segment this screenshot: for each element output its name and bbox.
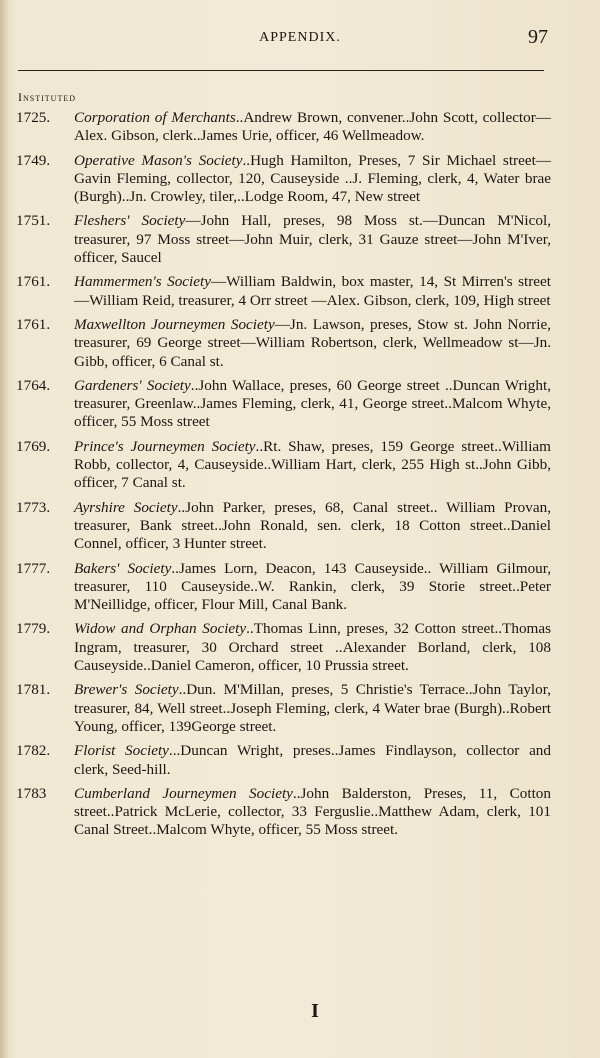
- entry-details: —Jn. Lawson, preses, Stow st. John Norrie, treasurer, 69 George street—William Robertson, clerk, Wellmeadow st—Jn. Gibb, officer, 6 Canal st.: [74, 315, 551, 370]
- list-item: [16, 560, 551, 615]
- entry-details: ..Thomas Linn, preses, 32 Cotton street..Thomas Ingram, treasurer, 30 Orchard street ..Alexander Borland, clerk, 108 Causeyside..Daniel Cameron, officer, 10 Prussia street.: [74, 620, 551, 675]
- society-name: Widow and Orphan Society: [74, 620, 247, 638]
- list-item: [16, 681, 551, 736]
- entry-details: ...Duncan Wright, preses..James Findlayson, collector and clerk, Seed-hill.: [74, 742, 551, 778]
- running-head: APPENDIX.: [259, 30, 341, 45]
- society-name: Brewer's Society: [74, 681, 179, 699]
- page-header: [0, 26, 600, 50]
- entry-details: ..John Parker, preses, 68, Canal street.. William Provan, treasurer, Bank street..John Ronald, sen. clerk, 18 Cotton street..Daniel Connel, officer, 3 Hunter street.: [74, 498, 551, 553]
- entry-year: 1782.: [16, 742, 51, 760]
- list-item: [16, 152, 551, 207]
- entry-year: 1769.: [16, 437, 51, 455]
- society-name: Hammermen's Society: [74, 273, 211, 291]
- entry-details: ..John Balderston, Preses, 11, Cotton street..Patrick McLerie, collector, 33 Ferguslie..Matthew Adam, clerk, 101 Canal Street..Malcom Whyte, officer, 55 Moss street.: [74, 784, 551, 839]
- list-item: [16, 273, 551, 310]
- list-item: [16, 377, 551, 432]
- entry-year: 1781.: [16, 681, 51, 699]
- society-name: Gardeners' Society: [74, 376, 191, 394]
- list-item: [16, 438, 551, 493]
- list-item: [16, 316, 551, 371]
- entry-year: 1779.: [16, 620, 51, 638]
- list-item: [16, 620, 551, 675]
- entry-year: 1761.: [16, 315, 51, 333]
- society-name: Florist Society: [74, 742, 169, 760]
- society-name: Operative Mason's Society: [74, 151, 243, 169]
- entry-year: 1749.: [16, 151, 51, 169]
- society-name: Fleshers' Society: [74, 212, 186, 230]
- entry-year: 1777.: [16, 559, 51, 577]
- list-item: [16, 499, 551, 554]
- entry-year: 1783: [16, 784, 47, 802]
- society-name: Maxwellton Journeymen Society: [74, 315, 275, 333]
- entry-details: ..John Wallace, preses, 60 George street ..Duncan Wright, treasurer, Greenlaw..James Fleming, clerk, 41, George street..Malcom Whyte, officer, 55 Moss street: [74, 376, 551, 431]
- list-item: [16, 109, 551, 146]
- signature-mark: I: [311, 1000, 319, 1022]
- entry-details: ..Rt. Shaw, preses, 159 George street..William Robb, collector, 4, Causeyside..William Hart, clerk, 255 High st..John Gibb, officer, 7 Canal st.: [74, 437, 551, 492]
- entry-details: ..Hugh Hamilton, Preses, 7 Sir Michael street—Gavin Fleming, collector, 120, Causeyside ..J. Fleming, clerk, 4, Water brae (Burgh)..Jn. Crowley, tiler,..Lodge Room, 47, New street: [74, 151, 551, 206]
- society-name: Ayrshire Society: [74, 498, 178, 516]
- column-heading-instituted: Instituted: [18, 90, 76, 104]
- entry-year: 1773.: [16, 498, 51, 516]
- header-rule: [18, 70, 544, 71]
- society-name: Corporation of Merchants: [74, 109, 236, 126]
- society-list: [16, 109, 551, 840]
- list-item: [16, 742, 551, 779]
- society-name: Bakers' Society: [74, 559, 172, 577]
- entry-year: 1751.: [16, 212, 51, 230]
- list-item: [16, 212, 551, 267]
- entry-year: 1725.: [16, 109, 51, 126]
- society-name: Cumberland Journeymen Society: [74, 784, 293, 802]
- entry-details: ..James Lorn, Deacon, 143 Causeyside.. William Gilmour, treasurer, 110 Causeyside..W. Rankin, clerk, 39 Storie street..Peter M'Neillidge, officer, Flour Mill, Canal Bank.: [74, 559, 551, 614]
- entry-details: —William Baldwin, box master, 14, St Mirren's street—William Reid, treasurer, 4 Orr street —Alex. Gibson, clerk, 109, High street: [74, 273, 552, 309]
- entry-details: —John Hall, preses, 98 Moss st.—Duncan M'Nicol, treasurer, 97 Moss street—John Muir, clerk, 31 Gauze street—John M'Iver, officer, Saucel: [74, 212, 551, 267]
- entry-details: ..Andrew Brown, convener..John Scott, collector—Alex. Gibson, clerk..James Urie, officer, 46 Wellmeadow.: [74, 109, 551, 145]
- list-item: [16, 785, 551, 840]
- page-number: 97: [528, 26, 548, 48]
- entry-year: 1764.: [16, 376, 51, 394]
- society-name: Prince's Journeymen Society: [74, 437, 256, 455]
- entry-details: ..Dun. M'Millan, preses, 5 Christie's Terrace..John Taylor, treasurer, 84, Well street..Joseph Fleming, clerk, 4 Water brae (Burgh)..Robert Young, officer, 139George street.: [74, 681, 551, 735]
- entry-year: 1761.: [16, 273, 51, 291]
- page-spine-shadow: [0, 0, 8, 1058]
